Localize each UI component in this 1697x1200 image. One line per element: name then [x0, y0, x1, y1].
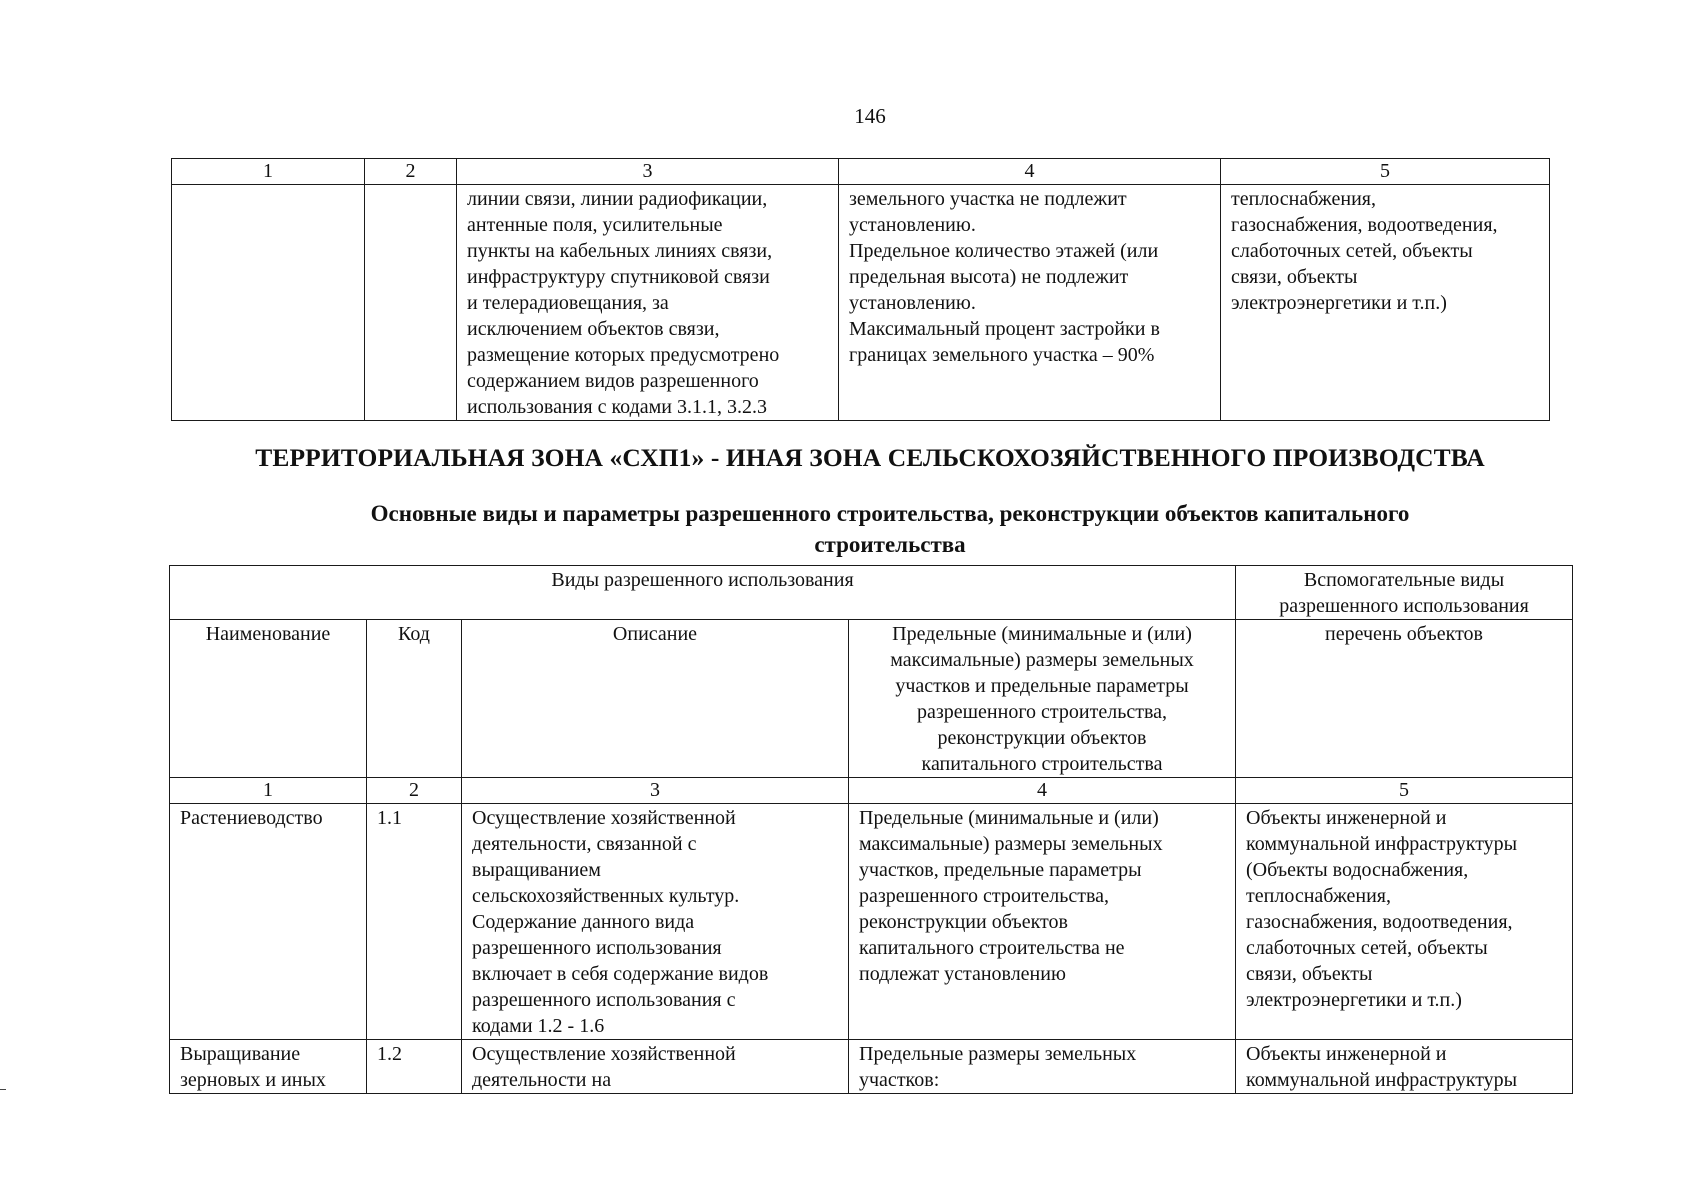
- column-number: 2: [365, 159, 457, 185]
- cell-auxiliary: теплоснабжения, газоснабжения, водоотведения, слаботочных сетей, объекты связи, объекты электроэнергетики и т.п.): [1221, 185, 1550, 421]
- column-header-code: Код: [367, 620, 462, 778]
- table-row: [170, 804, 1573, 1040]
- column-header-name: Наименование: [170, 620, 367, 778]
- main-table: [169, 565, 1573, 1094]
- cell-description: Осуществление хозяйственной деятельности, связанной с выращиванием сельскохозяйственных культур. Содержание данного вида разрешенного использования включает в себя содержание видов разрешенного использования с кодами 1.2 - 1.6: [462, 804, 849, 1040]
- cell-description: Осуществление хозяйственной деятельности на: [462, 1040, 849, 1094]
- zone-title: ТЕРРИТОРИАЛЬНАЯ ЗОНА «СХП1» - ИНАЯ ЗОНА СЕЛЬСКОХОЗЯЙСТВЕННОГО ПРОИЗВОДСТВА: [255, 443, 1485, 472]
- number-row: [170, 778, 1573, 804]
- section-title: Основные виды и параметры разрешенного строительства, реконструкции объектов капитального строительства: [370, 501, 1410, 557]
- cell-code: [365, 185, 457, 421]
- column-number: 5: [1221, 159, 1550, 185]
- cell-code: 1.1: [367, 804, 462, 1040]
- cell-parameters: Предельные (минимальные и (или) максимальные) размеры земельных участков, предельные параметры разрешенного строительства, реконструкции объектов капитального строительства не подлежат установлению: [849, 804, 1236, 1040]
- column-number: 3: [457, 159, 839, 185]
- cell-name: [172, 185, 365, 421]
- column-header-parameters: Предельные (минимальные и (или) максимальные) размеры земельных участков и предельные параметры разрешенного строительства, реконструкции объектов капитального строительства: [849, 620, 1236, 778]
- continuation-number-row: [172, 159, 1550, 185]
- group-header-row: [170, 566, 1573, 620]
- page-number: 146: [854, 104, 886, 128]
- column-number: 1: [170, 778, 367, 804]
- cell-code: 1.2: [367, 1040, 462, 1094]
- column-number: 4: [849, 778, 1236, 804]
- column-header-description: Описание: [462, 620, 849, 778]
- aux-header: Вспомогательные виды разрешенного использования: [1236, 566, 1573, 620]
- group-header: Виды разрешенного использования: [170, 566, 1236, 620]
- column-number: 3: [462, 778, 849, 804]
- column-number: 1: [172, 159, 365, 185]
- table-row: [170, 1040, 1573, 1094]
- column-number: 4: [839, 159, 1221, 185]
- cell-name: Выращивание зерновых и иных: [170, 1040, 367, 1094]
- cell-name: Растениеводство: [170, 804, 367, 1040]
- cell-parameters: земельного участка не подлежит установлению. Предельное количество этажей (или предельная высота) не подлежит установлению. Максимальный процент застройки в границах земельного участка – 90%: [839, 185, 1221, 421]
- column-header-row: [170, 620, 1573, 778]
- table-row: [172, 185, 1550, 421]
- cell-description: линии связи, линии радиофикации, антенные поля, усилительные пункты на кабельных линиях связи, инфраструктуру спутниковой связи и телерадиовещания, за исключением объектов связи, размещение которых предусмотрено содержанием видов разрешенного использования с кодами 3.1.1, 3.2.3: [457, 185, 839, 421]
- cell-auxiliary: Объекты инженерной и коммунальной инфраструктуры: [1236, 1040, 1573, 1094]
- scan-edge-mark: [0, 1089, 6, 1090]
- column-header-auxiliary: перечень объектов: [1236, 620, 1573, 778]
- cell-parameters: Предельные размеры земельных участков:: [849, 1040, 1236, 1094]
- continuation-table: [171, 158, 1550, 421]
- column-number: 2: [367, 778, 462, 804]
- cell-auxiliary: Объекты инженерной и коммунальной инфраструктуры (Объекты водоснабжения, теплоснабжения, газоснабжения, водоотведения, слаботочных сетей, объекты связи, объекты электроэнергетики и т.п.): [1236, 804, 1573, 1040]
- column-number: 5: [1236, 778, 1573, 804]
